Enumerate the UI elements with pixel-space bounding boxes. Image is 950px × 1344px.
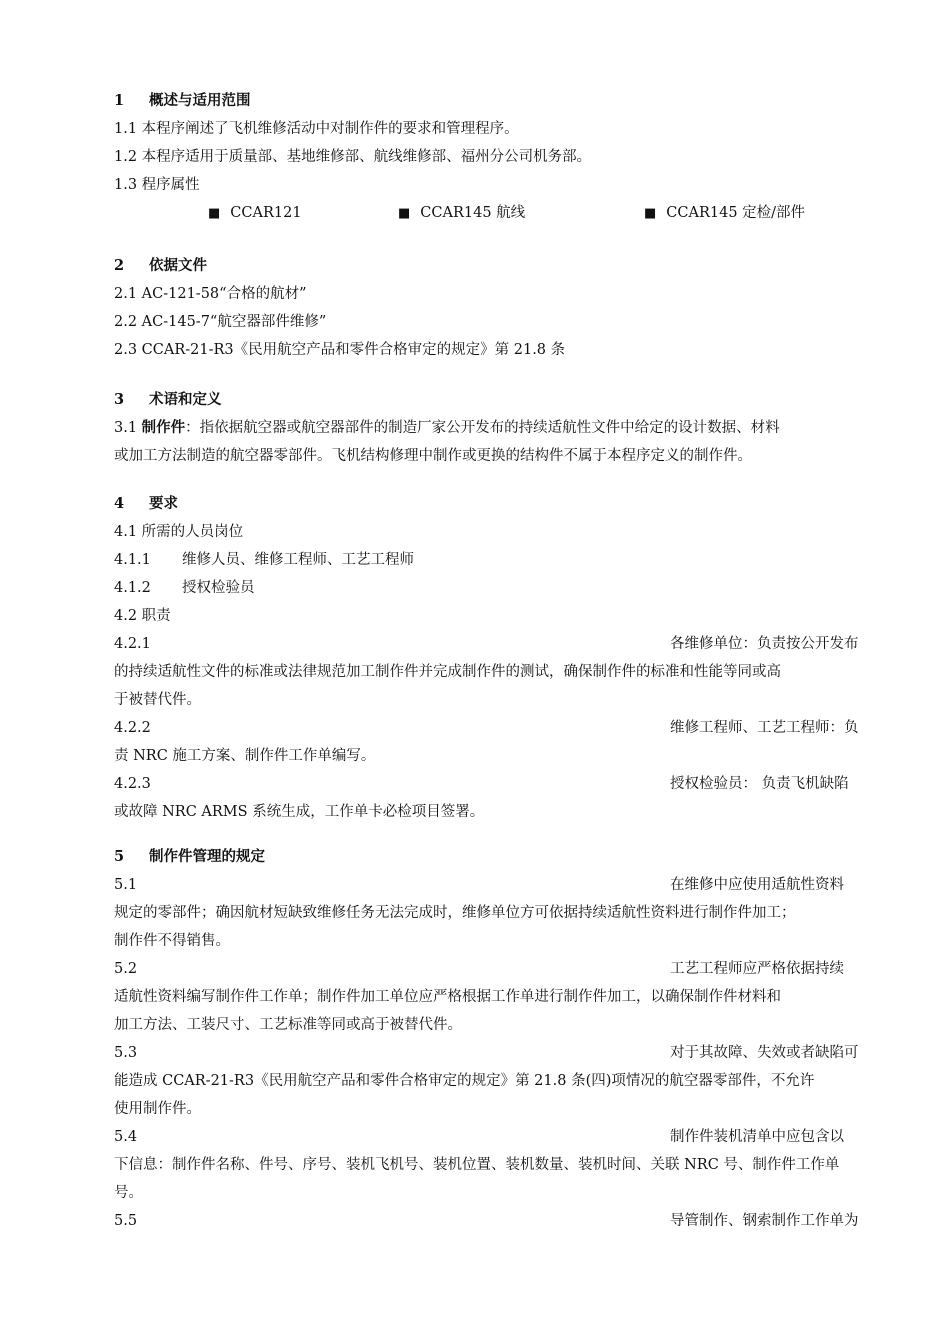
list-item: 4.2.1 各维修单位：负责按公开发布 xyxy=(114,636,859,652)
section-heading xyxy=(114,87,884,115)
section-heading xyxy=(114,843,884,871)
list-item: 4.1.2 授权检验员 xyxy=(114,580,255,596)
paragraph: 2.3 CCAR-21-R3《民用航空产品和零件合格审定的规定》第 21.8 条 xyxy=(114,342,566,358)
paragraph: 1.3 程序属性 xyxy=(114,177,200,193)
paragraph: 4.1 所需的人员岗位 xyxy=(114,524,244,540)
attribute-item: ■ CCAR145 定检/部件 xyxy=(644,205,806,221)
paragraph-continuation: 于被替代件。 xyxy=(114,692,201,708)
section-2 xyxy=(114,252,884,364)
section-title: 术语和定义 xyxy=(149,391,222,408)
definition-paragraph: 3.1 制作件：指依据航空器或航空器部件的制造厂家公开发布的持续适航性文件中给定的设计数据、材料 xyxy=(114,419,780,436)
attribute-item: ■ CCAR145 航线 xyxy=(398,205,526,221)
section-title: 制作件管理的规定 xyxy=(149,848,265,865)
paragraph-continuation: 制作件不得销售。 xyxy=(114,933,230,949)
list-item: 4.1.1 维修人员、维修工程师、工艺工程师 xyxy=(114,552,414,568)
section-number: 5 xyxy=(114,848,125,865)
checkbox-filled-icon: ■ xyxy=(208,206,221,221)
defined-term: 制作件 xyxy=(141,419,186,436)
paragraph-continuation: 号。 xyxy=(114,1185,143,1201)
section-title: 概述与适用范围 xyxy=(149,92,251,109)
list-item: 4.2.2 维修工程师、工艺工程师：负 xyxy=(114,720,859,736)
section-number: 1 xyxy=(114,92,125,109)
checkbox-filled-icon: ■ xyxy=(644,206,657,221)
section-heading xyxy=(114,252,884,280)
paragraph: 2.2 AC-145-7“航空器部件维修” xyxy=(114,314,327,330)
paragraph-continuation: 能造成 CCAR-21-R3《民用航空产品和零件合格审定的规定》第 21.8 条(四)项情况的航空器零部件，不允许 xyxy=(114,1073,815,1089)
section-4 xyxy=(114,490,884,826)
paragraph-continuation: 加工方法、工装尺寸、工艺标准等同或高于被替代件。 xyxy=(114,1017,462,1033)
list-item: 5.4 制作件装机清单中应包含以 xyxy=(114,1129,844,1145)
section-title: 依据文件 xyxy=(149,257,207,274)
paragraph-continuation: 下信息：制作件名称、件号、序号、装机飞机号、装机位置、装机数量、装机时间、关联 NRC 号、制作件工作单 xyxy=(114,1157,840,1173)
list-item: 5.2 工艺工程师应严格依据持续 xyxy=(114,961,844,977)
section-title: 要求 xyxy=(149,495,178,512)
paragraph: 或加工方法制造的航空器零部件。飞机结构修理中制作或更换的结构件不属于本程序定义的制作件。 xyxy=(114,448,752,464)
paragraph: 1.1 本程序阐述了飞机维修活动中对制作件的要求和管理程序。 xyxy=(114,121,519,137)
list-item: 4.2.3 授权检验员： 负责飞机缺陷 xyxy=(114,776,849,792)
section-number: 4 xyxy=(114,495,125,512)
program-attributes xyxy=(114,199,884,227)
paragraph: 1.2 本程序适用于质量部、基地维修部、航线维修部、福州分公司机务部。 xyxy=(114,149,592,165)
section-3 xyxy=(114,386,884,470)
paragraph: 2.1 AC-121-58“合格的航材” xyxy=(114,286,307,302)
paragraph-continuation: 适航性资料编写制作件工作单；制作件加工单位应严格根据工作单进行制作件加工，以确保制作件材料和 xyxy=(114,989,781,1005)
list-item: 5.5 导管制作、钢索制作工作单为 xyxy=(114,1213,859,1229)
paragraph-continuation: 责 NRC 施工方案、制作件工作单编写。 xyxy=(114,748,376,764)
paragraph-continuation: 使用制作件。 xyxy=(114,1101,201,1117)
section-heading xyxy=(114,490,884,518)
section-number: 2 xyxy=(114,257,125,274)
paragraph-continuation: 或故障 NRC ARMS 系统生成，工作单卡必检项目签署。 xyxy=(114,804,485,820)
paragraph: 4.2 职责 xyxy=(114,608,171,624)
section-1 xyxy=(114,87,884,227)
paragraph-continuation: 的持续适航性文件的标准或法律规范加工制作件并完成制作件的测试，确保制作件的标准和性能等同或高 xyxy=(114,664,781,680)
checkbox-filled-icon: ■ xyxy=(398,206,411,221)
paragraph-continuation: 规定的零部件；确因航材短缺致维修任务无法完成时，维修单位方可依据持续适航性资料进行制作件加工； xyxy=(114,905,796,921)
attribute-item: ■ CCAR121 xyxy=(208,205,302,221)
list-item: 5.3 对于其故障、失效或者缺陷可 xyxy=(114,1045,859,1061)
list-item: 5.1 在维修中应使用适航性资料 xyxy=(114,877,844,893)
section-number: 3 xyxy=(114,391,125,408)
section-5 xyxy=(114,843,884,1235)
section-heading xyxy=(114,386,884,414)
